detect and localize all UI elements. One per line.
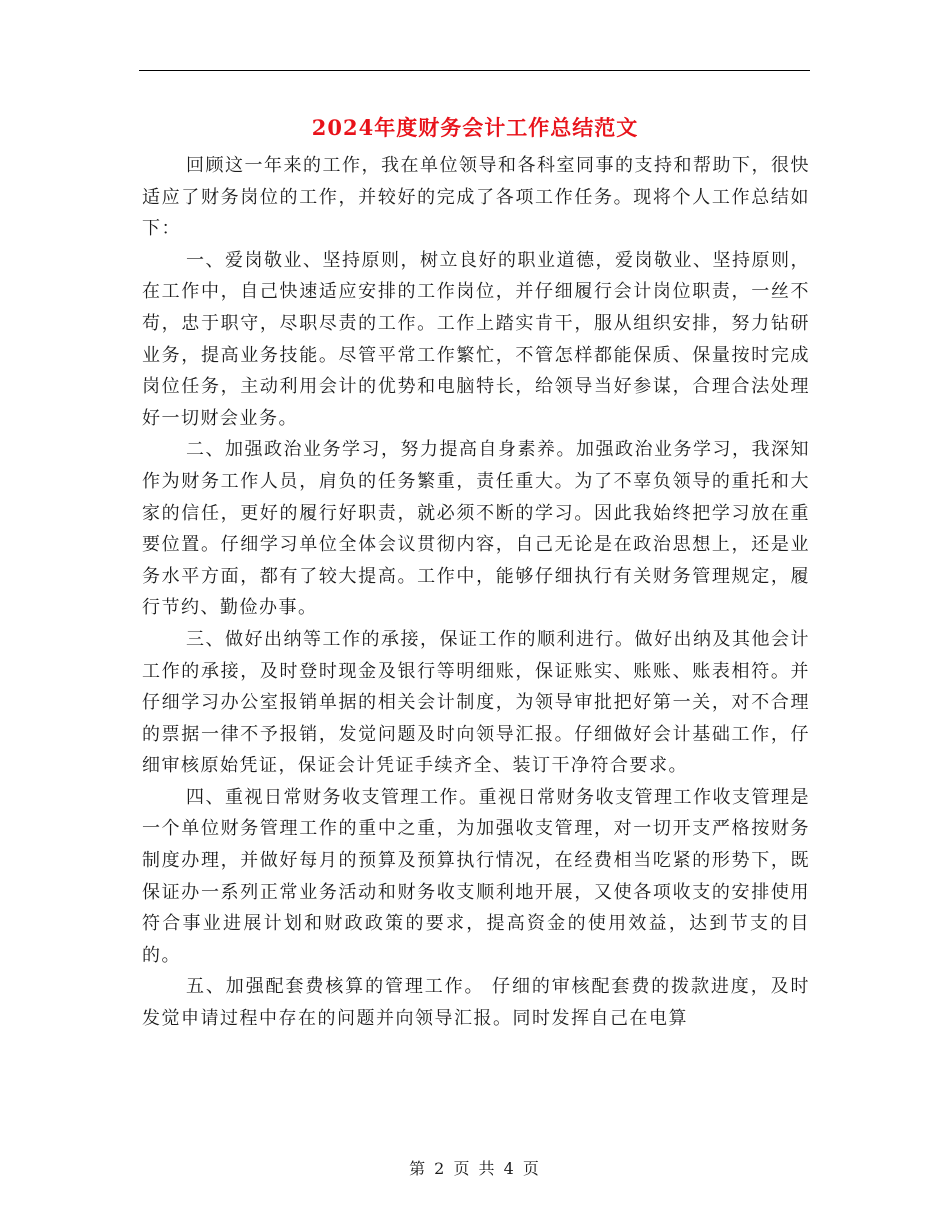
paragraph-section-5: 五、加强配套费核算的管理工作。 仔细的审核配套费的拨款进度，及时发觉申请过程中存在的问题并向领导汇报。同时发挥自己在电算 [142,976,810,1030]
header-rule [139,70,810,71]
paragraph-section-2: 二、加强政治业务学习，努力提高自身素养。加强政治业务学习，我深知作为财务工作人员，肩负的任务繁重，责任重大。为了不辜负领导的重托和大家的信任，更好的履行好职责，就必须不断的学习。因此我始终把学习放在重要位置。仔细学习单位全体会议贯彻内容，自己无论是在政治思想上，还是业务水平方面，都有了较大提高。工作中，能够仔细执行有关财务管理规定，履行节约、勤俭办事。 [142,439,810,619]
paragraph-section-4: 四、重视日常财务收支管理工作。重视日常财务收支管理工作收支管理是一个单位财务管理工作的重中之重，为加强收支管理，对一切开支严格按财务制度办理，并做好每月的预算及预算执行情况，在经费相当吃紧的形势下，既保证办一系列正常业务活动和财务收支顺利地开展，又使各项收支的安排使用符合事业进展计划和财政政策的要求，提高资金的使用效益，达到节支的目的。 [142,786,810,966]
paragraph-section-3: 三、做好出纳等工作的承接，保证工作的顺利进行。做好出纳及其他会计工作的承接，及时登时现金及银行等明细账，保证账实、账账、账表相符。并仔细学习办公室报销单据的相关会计制度，为领导审批把好第一关，对不合理的票据一律不予报销，发觉问题及时向领导汇报。仔细做好会计基础工作，仔细审核原始凭证，保证会计凭证手续齐全、装订干净符合要求。 [142,628,810,777]
paragraph-intro: 回顾这一年来的工作，我在单位领导和各科室同事的支持和帮助下，很快适应了财务岗位的工作，并较好的完成了各项工作任务。现将个人工作总结如下： [142,155,810,240]
document-body [142,150,810,1035]
document-title: 2024年度财务会计工作总结范文 [311,115,639,140]
page-number: 第 2 页 共 4 页 [409,1159,541,1178]
paragraph-section-1: 一、爱岗敬业、坚持原则，树立良好的职业道德，爱岗敬业、坚持原则，在工作中，自己快速适应安排的工作岗位，并仔细履行会计岗位职责，一丝不苟，忠于职守，尽职尽责的工作。工作上踏实肯干，服从组织安排，努力钻研业务，提高业务技能。尽管平常工作繁忙，不管怎样都能保质、保量按时完成岗位任务，主动利用会计的优势和电脑特长，给领导当好参谋，合理合法处理好一切财会业务。 [142,249,810,429]
